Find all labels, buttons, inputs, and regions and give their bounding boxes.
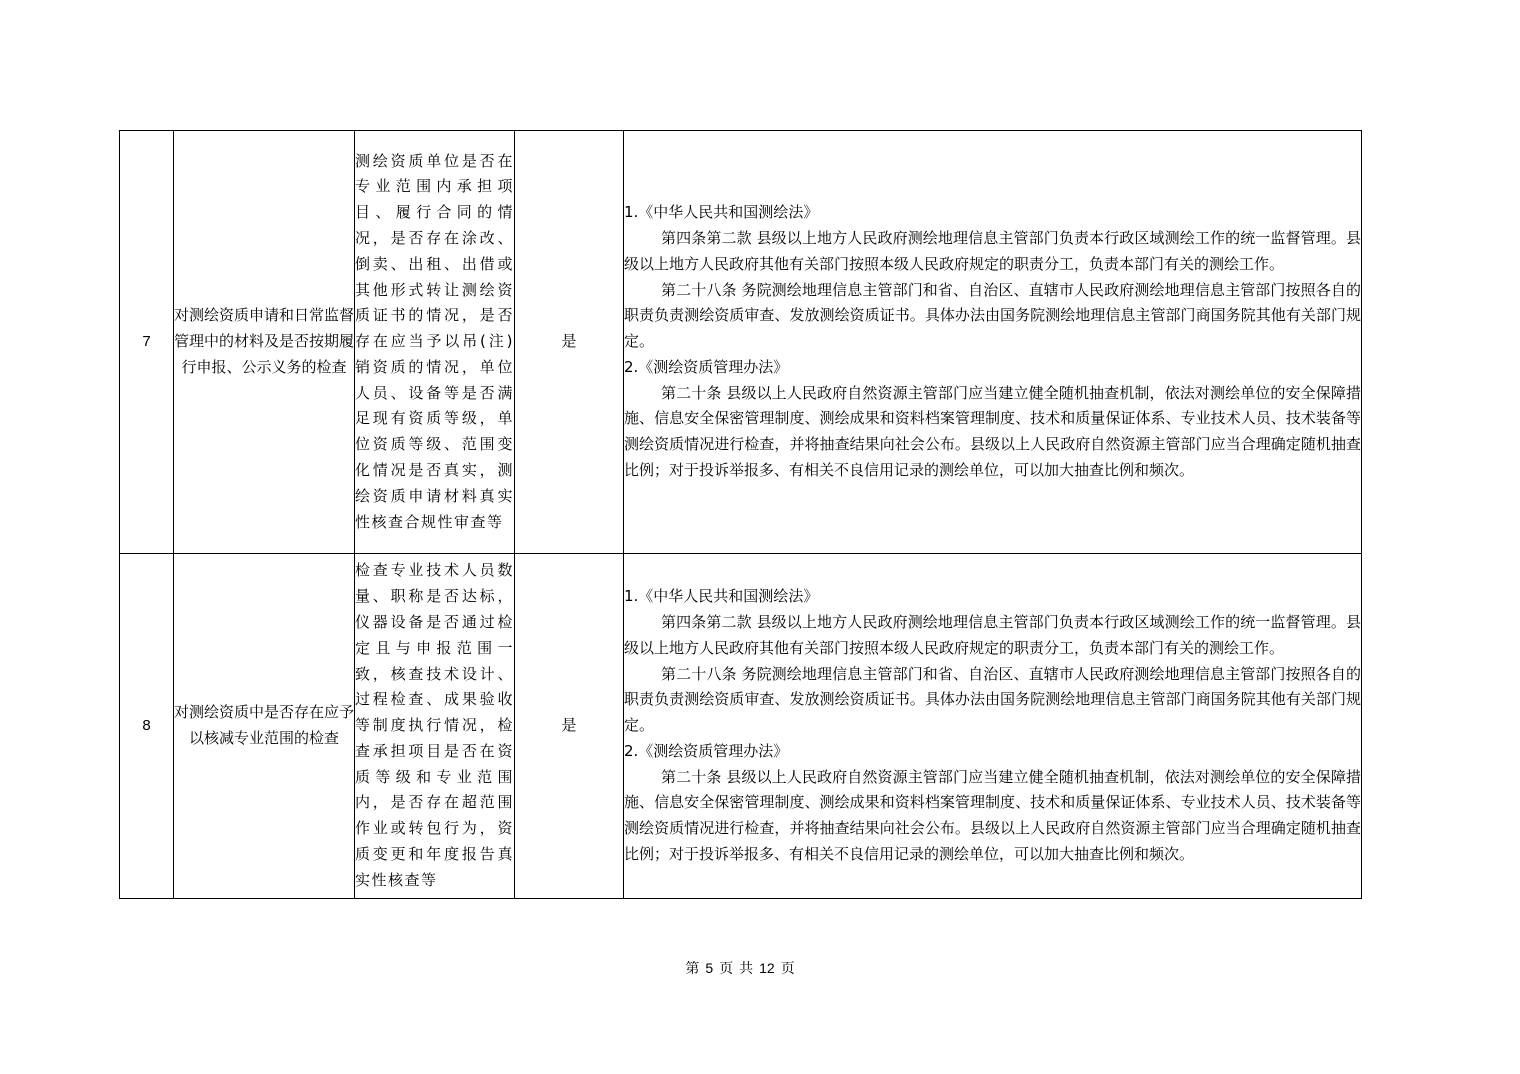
- law-article: 第二十八条 务院测绘地理信息主管部门和省、自治区、直辖市人民政府测绘地理信息主管部门按照各自的职责负责测绘资质审查、发放测绘资质证书。具体办法由国务院测绘地理信息主管部门商国务院其他有关部门规定。: [624, 664, 1361, 735]
- law-title: 1.《中华人民共和国测绘法》: [624, 587, 819, 606]
- page-number: 5: [705, 960, 714, 976]
- law-title: 1.《中华人民共和国测绘法》: [624, 203, 819, 222]
- law-article: 第二十八条 务院测绘地理信息主管部门和省、自治区、直辖市人民政府测绘地理信息主管部门按照各自的职责负责测绘资质审查、发放测绘资质证书。具体办法由国务院测绘地理信息主管部门商国务院其他有关部门规定。: [624, 280, 1361, 351]
- page-footer: [0, 958, 1480, 978]
- inspection-content: 测绘资质单位是否在专业范围内承担项目、履行合同的情况，是否存在涂改、倒卖、出租、出借或其他形式转让测绘资质证书的情况，是否存在应当予以吊(注)销资质的情况，单位人员、设备等是否满足现有资质等级，单位资质等级、范围变化情况是否真实，测绘资质申请材料真实性核查合规性审查等: [355, 131, 515, 554]
- inspection-table: [119, 130, 1362, 899]
- table-row: [120, 131, 1362, 554]
- inspection-content: 检查专业技术人员数量、职称是否达标，仪器设备是否通过检定且与申报范围一致，核查技术设计、过程检查、成果验收等制度执行情况，检查承担项目是否在资质等级和专业范围内，是否存在超范围作业或转包行为，资质变更和年度报告真实性核查等: [355, 554, 515, 899]
- law-title: 2.《测绘资质管理办法》: [624, 741, 789, 760]
- footer-page-word: 页: [719, 961, 734, 977]
- table-row: [120, 554, 1362, 899]
- law-article: 第四条第二款 县级以上地方人民政府测绘地理信息主管部门负责本行政区域测绘工作的统一监督管理。县级以上地方人民政府其他有关部门按照本级人民政府规定的职责分工，负责本部门有关的测绘工作。: [624, 228, 1361, 273]
- legal-basis: [624, 554, 1362, 899]
- footer-total-word: 共: [739, 961, 754, 977]
- row-number: 8: [120, 554, 174, 899]
- inspection-item: 对测绘资质申请和日常监督管理中的材料及是否按期履行申报、公示义务的检查: [174, 131, 355, 554]
- total-pages: 12: [759, 960, 775, 976]
- inspection-item: 对测绘资质中是否存在应予以核减专业范围的检查: [174, 554, 355, 899]
- law-article: 第二十条 县级以上人民政府自然资源主管部门应当建立健全随机抽查机制，依法对测绘单位的安全保障措施、信息安全保密管理制度、测绘成果和资料档案管理制度、技术和质量保证体系、专业技术人员、技术装备等测绘资质情况进行检查，并将抽查结果向社会公布。县级以上人民政府自然资源主管部门应当合理确定随机抽查比例；对于投诉举报多、有相关不良信用记录的测绘单位，可以加大抽查比例和频次。: [624, 767, 1361, 864]
- footer-suffix: 页: [780, 961, 795, 977]
- law-article: 第二十条 县级以上人民政府自然资源主管部门应当建立健全随机抽查机制，依法对测绘单位的安全保障措施、信息安全保密管理制度、测绘成果和资料档案管理制度、技术和质量保证体系、专业技术人员、技术装备等测绘资质情况进行检查，并将抽查结果向社会公布。县级以上人民政府自然资源主管部门应当合理确定随机抽查比例；对于投诉举报多、有相关不良信用记录的测绘单位，可以加大抽查比例和频次。: [624, 383, 1361, 480]
- law-article: 第四条第二款 县级以上地方人民政府测绘地理信息主管部门负责本行政区域测绘工作的统一监督管理。县级以上地方人民政府其他有关部门按照本级人民政府规定的职责分工，负责本部门有关的测绘工作。: [624, 612, 1361, 657]
- applicable-flag: 是: [515, 554, 624, 899]
- applicable-flag: 是: [515, 131, 624, 554]
- legal-basis: [624, 131, 1362, 554]
- row-number: 7: [120, 131, 174, 554]
- footer-prefix: 第: [685, 961, 700, 977]
- law-title: 2.《测绘资质管理办法》: [624, 357, 789, 376]
